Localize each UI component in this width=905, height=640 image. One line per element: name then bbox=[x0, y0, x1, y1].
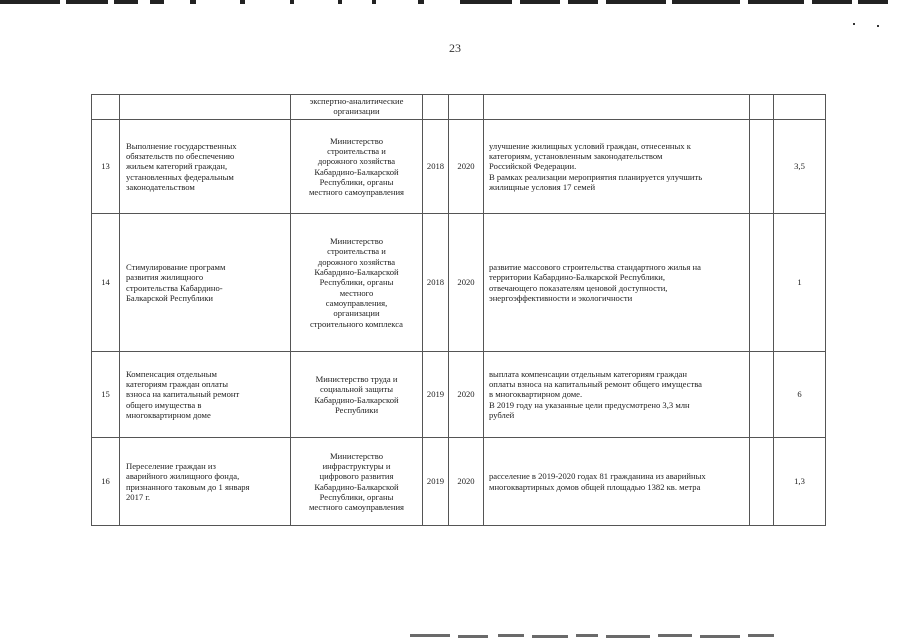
program-table bbox=[91, 94, 826, 526]
expected-result-line: многоквартирных домов общей площадью 1382 кв. метра bbox=[489, 481, 701, 492]
expected-result-line: Российской Федерации. bbox=[489, 161, 577, 172]
measure-name bbox=[120, 214, 291, 352]
executor-line: Республики bbox=[334, 404, 379, 415]
executor-line: строительного комплекса bbox=[309, 318, 403, 329]
executor-line: самоуправления, bbox=[325, 297, 388, 308]
executor-line: Кабардино-Балкарской bbox=[314, 394, 399, 405]
row-number: 13 bbox=[92, 120, 120, 214]
measure-name bbox=[120, 95, 291, 120]
measure-name-line: жильем категорий граждан, bbox=[126, 161, 228, 172]
start-year: 2019 bbox=[423, 438, 449, 526]
expected-result-line: расселение в 2019-2020 годах 81 гражданина из аварийных bbox=[489, 471, 706, 482]
executor-line: строительства и bbox=[327, 246, 386, 257]
executor-line: Республики, органы bbox=[319, 277, 394, 288]
measure-name-line: Выполнение государственных bbox=[126, 140, 237, 151]
executor-line: местного самоуправления bbox=[308, 502, 405, 513]
start-year: 2018 bbox=[423, 120, 449, 214]
measure-name-line: Стимулирование программ bbox=[126, 261, 226, 272]
executor-line: Кабардино-Балкарской bbox=[314, 481, 399, 492]
expected-result-line: энергоэффективности и экологичности bbox=[489, 292, 633, 303]
measure-name-line: установленных федеральным bbox=[126, 171, 234, 182]
measure-name-line: Компенсация отдельным bbox=[126, 368, 217, 379]
executor-line: Министерство bbox=[330, 135, 383, 146]
start-year: 2019 bbox=[423, 352, 449, 438]
expected-result bbox=[484, 438, 750, 526]
executor-line: местного bbox=[339, 287, 374, 298]
executor-line: Республики, органы bbox=[319, 491, 394, 502]
expected-result-line: развитие массового строительства стандартного жилья на bbox=[489, 261, 701, 272]
scan-dot bbox=[853, 23, 855, 25]
executor-line: экспертно-аналитические bbox=[309, 96, 404, 106]
indicator-value: 3,5 bbox=[774, 120, 826, 214]
table-row bbox=[92, 352, 826, 438]
page-number: 23 bbox=[449, 41, 461, 55]
expected-result-line: оплаты взноса на капитальный ремонт общего имущества bbox=[489, 379, 702, 390]
expected-result-line: отвечающего показателям ценовой доступности, bbox=[489, 282, 668, 293]
expected-result bbox=[484, 95, 750, 120]
empty-cell bbox=[750, 352, 774, 438]
measure-name-line: 2017 г. bbox=[126, 491, 151, 502]
expected-result-line: улучшение жилищных условий граждан, отнесенных к bbox=[489, 140, 691, 151]
table-row bbox=[92, 120, 826, 214]
end-year bbox=[449, 95, 484, 120]
expected-result-line: в многоквартирном доме. bbox=[489, 389, 583, 400]
measure-name-line: взноса на капитальный ремонт bbox=[126, 389, 240, 400]
expected-result-line: выплата компенсации отдельным категориям граждан bbox=[489, 368, 687, 379]
scan-artifact-bottom bbox=[0, 631, 905, 640]
executor-line: Республики, органы bbox=[319, 176, 394, 187]
executor-line: организации bbox=[333, 106, 380, 117]
measure-name-line: признанного таковым до 1 января bbox=[126, 481, 250, 492]
empty-cell bbox=[750, 214, 774, 352]
executor-line: социальной защиты bbox=[319, 384, 393, 395]
row-number bbox=[92, 95, 120, 120]
executor-line: цифрового развития bbox=[319, 471, 394, 482]
executor-line: Министерство bbox=[330, 236, 383, 247]
scan-artifact-top bbox=[0, 0, 905, 7]
executor bbox=[291, 95, 423, 120]
executor bbox=[291, 352, 423, 438]
indicator-value: 1,3 bbox=[774, 438, 826, 526]
indicator-value bbox=[774, 95, 826, 120]
executor-line: инфраструктуры и bbox=[322, 460, 391, 471]
scan-dot bbox=[877, 25, 879, 27]
expected-result-line: категориям, установленным законодательством bbox=[489, 151, 663, 162]
measure-name-line: многоквартирном доме bbox=[126, 409, 211, 420]
empty-cell bbox=[750, 95, 774, 120]
measure-name-line: Балкарской Республики bbox=[126, 292, 213, 303]
executor-line: организации bbox=[333, 308, 380, 319]
executor-line: Министерство труда и bbox=[315, 373, 398, 384]
executor bbox=[291, 214, 423, 352]
measure-name-line: Переселение граждан из bbox=[126, 460, 216, 471]
measure-name bbox=[120, 120, 291, 214]
measure-name bbox=[120, 438, 291, 526]
table-row bbox=[92, 438, 826, 526]
measure-name-line: законодательством bbox=[126, 181, 195, 192]
expected-result-line: жилищные условия 17 семей bbox=[489, 181, 596, 192]
measure-name-line: обязательств по обеспечению bbox=[126, 151, 235, 162]
measure-name bbox=[120, 352, 291, 438]
measure-name-line: категориям граждан оплаты bbox=[126, 379, 229, 390]
executor bbox=[291, 438, 423, 526]
measure-name-line: общего имущества в bbox=[126, 399, 202, 410]
executor-line: дорожного хозяйства bbox=[317, 256, 396, 267]
executor-line: строительства и bbox=[327, 145, 386, 156]
expected-result bbox=[484, 214, 750, 352]
measure-name-line: развития жилищного bbox=[126, 272, 204, 283]
empty-cell bbox=[750, 438, 774, 526]
expected-result bbox=[484, 120, 750, 214]
end-year: 2020 bbox=[449, 352, 484, 438]
measure-name-line: аварийного жилищного фонда, bbox=[126, 471, 240, 482]
row-number: 16 bbox=[92, 438, 120, 526]
measure-name-line: строительства Кабардино- bbox=[126, 282, 223, 293]
end-year: 2020 bbox=[449, 120, 484, 214]
executor bbox=[291, 120, 423, 214]
expected-result-line: В рамках реализации мероприятия планируется улучшить bbox=[489, 171, 703, 182]
indicator-value: 1 bbox=[774, 214, 826, 352]
executor-line: Министерство bbox=[330, 450, 383, 461]
expected-result-line: В 2019 году на указанные цели предусмотрено 3,3 млн bbox=[489, 399, 690, 410]
executor-line: дорожного хозяйства bbox=[317, 156, 396, 167]
start-year: 2018 bbox=[423, 214, 449, 352]
expected-result bbox=[484, 352, 750, 438]
expected-result-line: территории Кабардино-Балкарской Республики, bbox=[489, 272, 666, 283]
empty-cell bbox=[750, 120, 774, 214]
executor-line: Кабардино-Балкарской bbox=[314, 267, 399, 278]
table-row bbox=[92, 214, 826, 352]
executor-line: Кабардино-Балкарской bbox=[314, 166, 399, 177]
row-number: 14 bbox=[92, 214, 120, 352]
expected-result-line: рублей bbox=[489, 409, 515, 420]
start-year bbox=[423, 95, 449, 120]
end-year: 2020 bbox=[449, 214, 484, 352]
row-number: 15 bbox=[92, 352, 120, 438]
indicator-value: 6 bbox=[774, 352, 826, 438]
end-year: 2020 bbox=[449, 438, 484, 526]
table-row bbox=[92, 95, 826, 120]
executor-line: местного самоуправления bbox=[308, 187, 405, 198]
